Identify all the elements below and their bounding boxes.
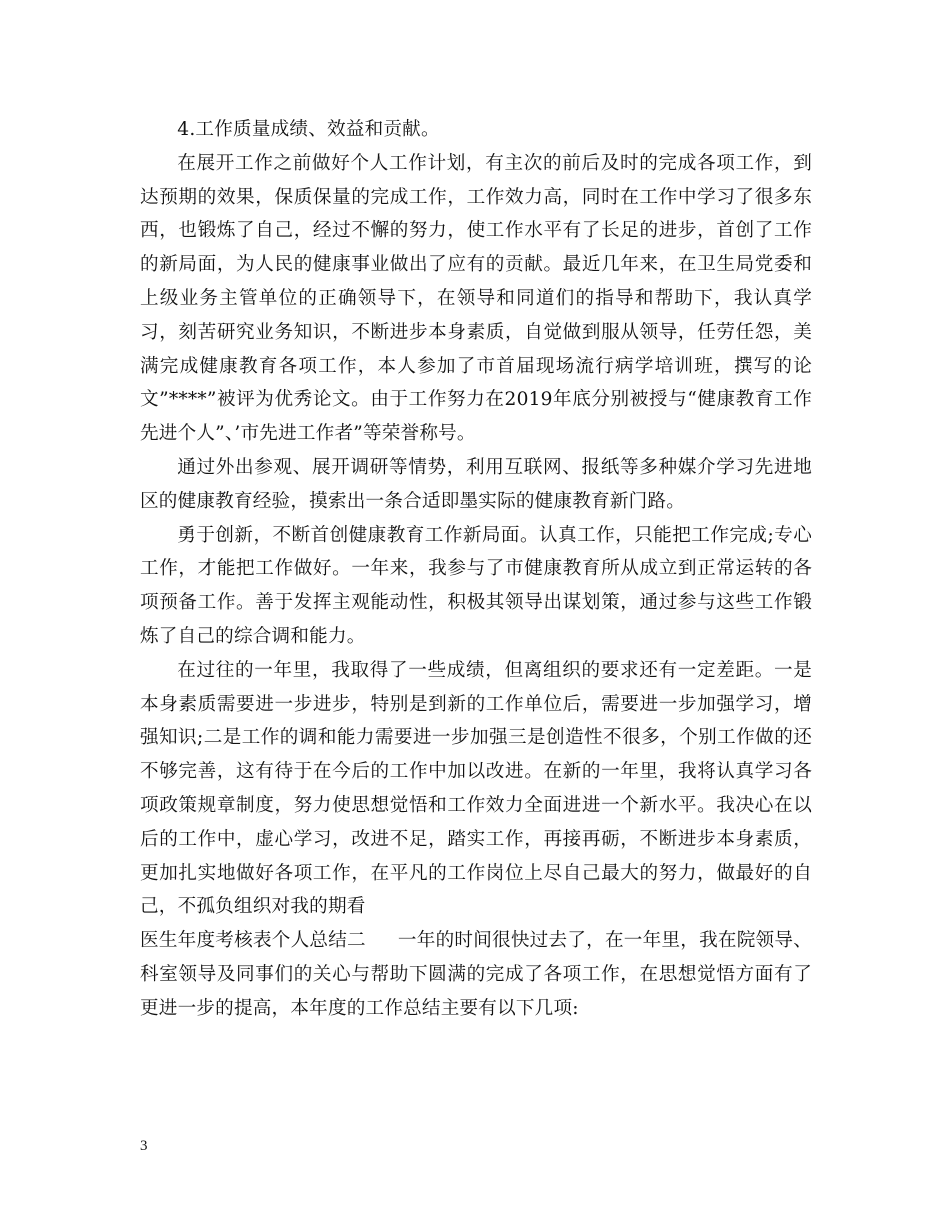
paragraph-shortcomings: 在过往的一年里，我取得了一些成绩，但离组织的要求还有一定差距。一是本身素质需要进一步进步，特别是到新的工作单位后，需要进一步加强学习，增强知识;二是工作的调和能力需要进一步加强三是创造性不很多，个别工作做的还不够完善，这有待于在今后的工作中加以改进。在新的一年里，我将认真学习各项政策规章制度，努力使思想觉悟和工作效力全面进进一个新水平。我决心在以后的工作中，虚心学习，改进不足，踏实工作，再接再砺，不断进步本身素质，更加扎实地做好各项工作，在平凡的工作岗位上尽自己最大的努力，做最好的自己，不孤负组织对我的期看	[140, 659, 812, 918]
section-body: 一年的时间很快过去了，在一年里，我在院领导、科室领导及同事们的关心与帮助下圆满的完成了各项工作，在思想觉悟方面有了更进一步的提高，本年度的工作总结主要有以下几项:	[140, 930, 813, 1019]
paragraph-innovation: 勇于创新，不断首创健康教育工作新局面。认真工作，只能把工作完成;专心工作，才能把工作做好。一年来，我参与了市健康教育所从成立到正常运转的各项预备工作。善于发挥主观能动性，积极其领导出谋划策，通过参与这些工作锻炼了自己的综合调和能力。	[140, 524, 812, 647]
paragraph-work-plan: 在展开工作之前做好个人工作计划，有主次的前后及时的完成各项工作，到达预期的效果，保质保量的完成工作，工作效力高，同时在工作中学习了很多东西，也锻炼了自己，经过不懈的努力，使工作水平有了长足的进步，首创了工作的新局面，为人民的健康事业做出了应有的贡献。最近几年来，在卫生局党委和上级业务主管单位的正确领导下，在领导和同道们的指导和帮助下，我认真学习，刻苦研究业务知识，不断进步本身素质，自觉做到服从领导，任劳任怨，美满完成健康教育各项工作，本人参加了市首届现场流行病学培训班，撰写的论文”****”被评为优秀论文。由于工作努力在2019年底分别被授与“健康教育工作先进个人”、’市先进工作者”等荣誉称号。	[140, 152, 812, 445]
paragraph-study-tour: 通过外出参观、展开调研等情势，利用互联网、报纸等多种媒介学习先进地区的健康教育经验，摸索出一条合适即墨实际的健康教育新门路。	[140, 456, 812, 512]
paragraph-section-two	[140, 924, 812, 1025]
document-body	[140, 113, 812, 1026]
page-number: 3	[140, 1138, 148, 1154]
section-title: 医生年度考核表个人总结二	[140, 930, 366, 952]
paragraph-heading-quality: 4.工作质量成绩、效益和贡献。	[177, 119, 440, 140]
